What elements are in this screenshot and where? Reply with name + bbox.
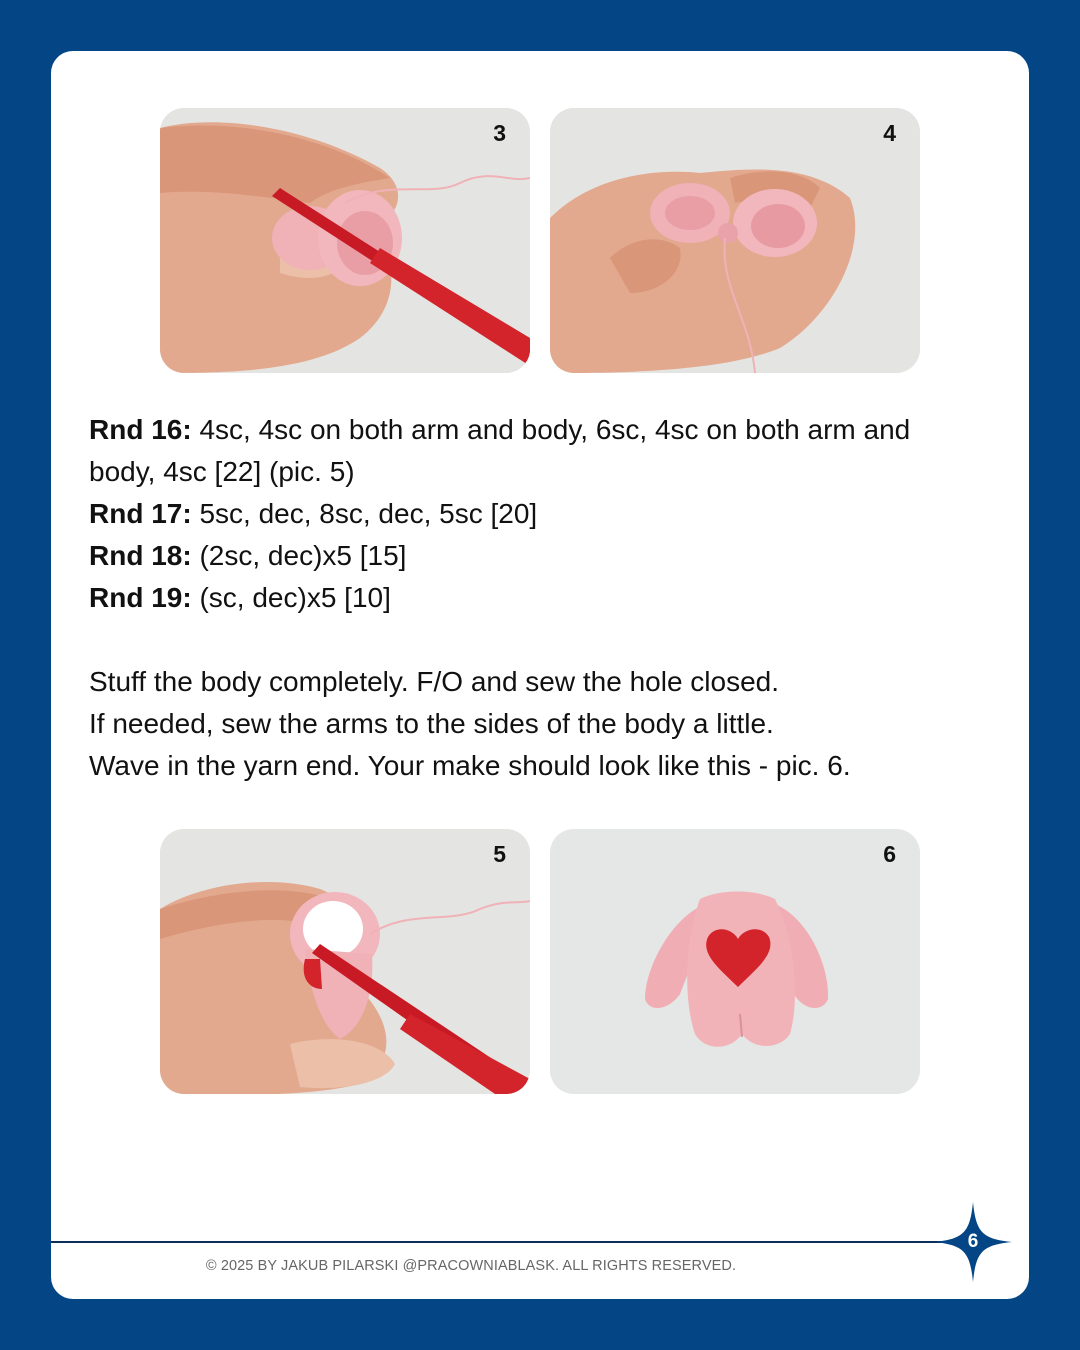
note-line: Stuff the body completely. F/O and sew the hole closed. [89,666,780,697]
photo-4-image [550,108,920,373]
round-text: (2sc, dec)x5 [15] [191,540,407,571]
round-label: Rnd 16: [89,414,192,445]
round-19 [89,577,969,619]
round-text: 4sc, 4sc on both arm and body, 6sc, 4sc on both arm and body, 4sc [22] (pic. 5) [89,414,911,487]
round-instructions [89,409,969,619]
page-number: 6 [967,1231,979,1252]
photo-5-image [160,829,530,1094]
footer-divider [51,1241,971,1243]
note-line: Wave in the yarn end. Your make should look like this - pic. 6. [89,750,851,781]
round-18 [89,535,969,577]
photo-3-image [160,108,530,373]
round-text: 5sc, dec, 8sc, dec, 5sc [20] [191,498,538,529]
photo-step-5 [160,829,530,1094]
round-label: Rnd 18: [89,540,192,571]
pattern-page [51,51,1029,1299]
photo-step-6 [550,829,920,1094]
copyright-notice: © 2025 BY JAKUB PILARSKI @PRACOWNIABLASK. ALL RIGHTS RESERVED. [205,1258,737,1274]
photo-step-3 [160,108,530,373]
photo-number: 5 [493,841,506,867]
finishing-notes [89,661,989,787]
round-label: Rnd 17: [89,498,192,529]
round-17 [89,493,969,535]
photo-number: 3 [493,120,506,146]
photo-number: 4 [883,120,896,146]
note-line: If needed, sew the arms to the sides of the body a little. [89,708,774,739]
round-text: (sc, dec)x5 [10] [191,582,391,613]
round-16 [89,409,969,493]
photo-number: 6 [883,841,896,867]
photo-step-4 [550,108,920,373]
round-label: Rnd 19: [89,582,192,613]
photo-6-image [550,829,920,1094]
